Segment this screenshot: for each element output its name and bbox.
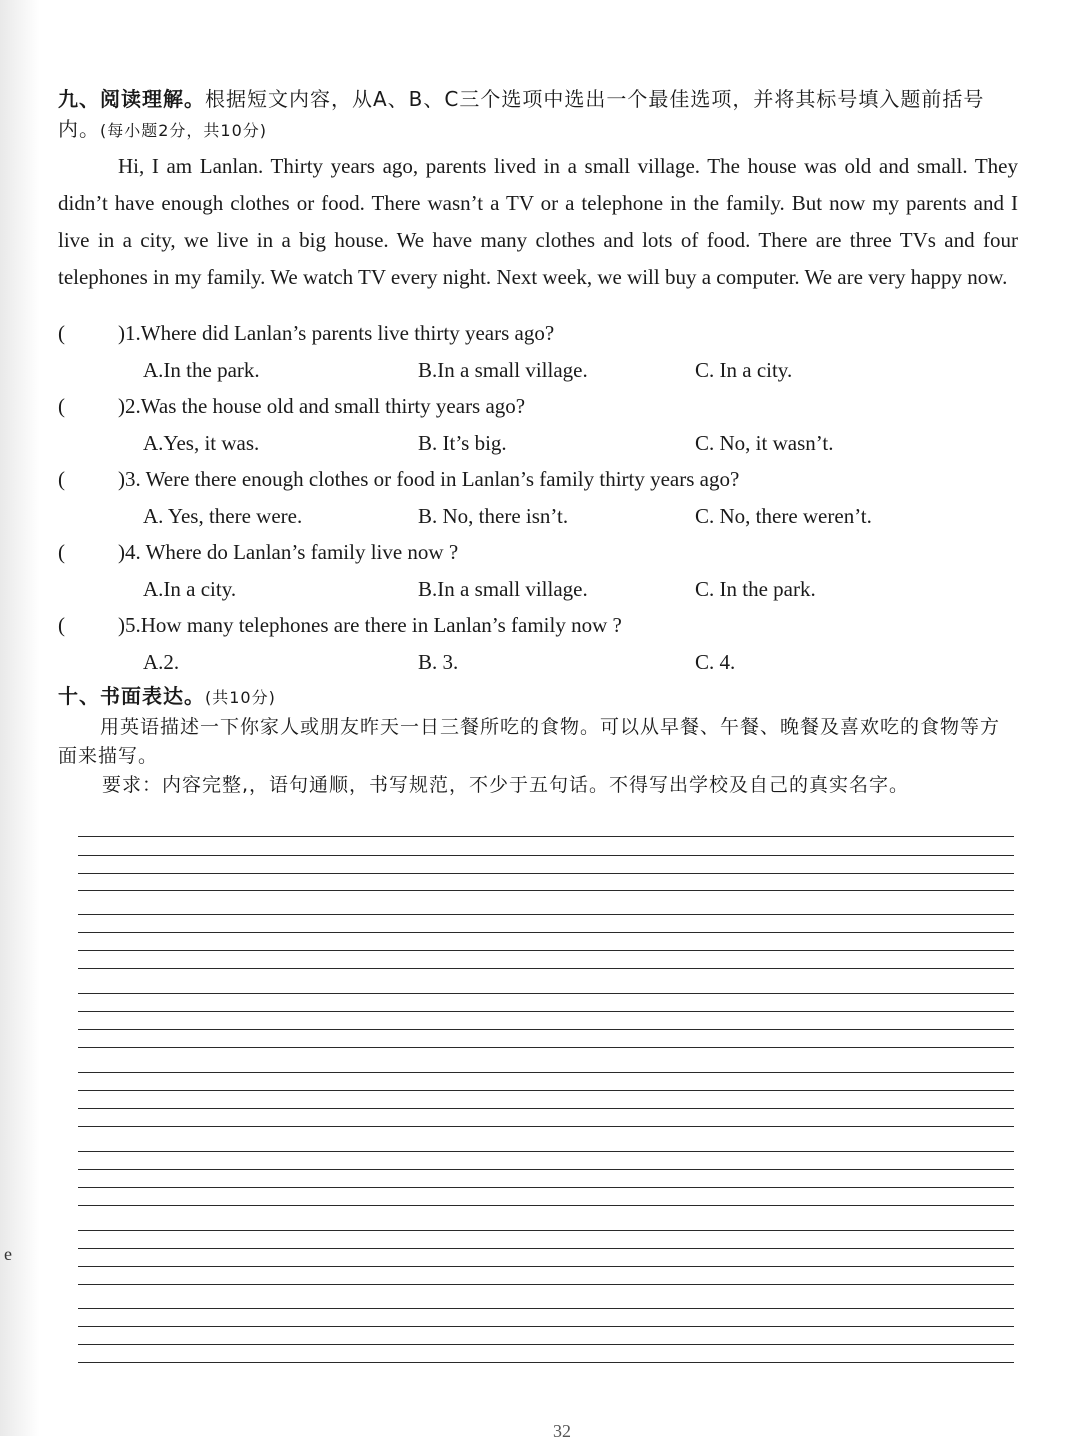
question-5-text: )5.How many telephones are there in Lanlan’s family now ?	[118, 613, 622, 637]
option-c: C. 4.	[695, 649, 736, 674]
question-2-options	[58, 425, 1018, 462]
question-4-text: )4. Where do Lanlan’s family live now ?	[118, 540, 459, 564]
section10-title: 十、书面表达。	[58, 684, 205, 708]
option-a: A.In the park.	[143, 357, 260, 382]
option-b: B. It’s big.	[418, 430, 507, 455]
writing-line	[78, 1072, 1014, 1073]
writing-line	[78, 873, 1014, 874]
question-4-options	[58, 571, 1018, 608]
question-1	[58, 315, 1018, 352]
writing-line	[78, 1266, 1014, 1267]
writing-line	[78, 1029, 1014, 1030]
writing-line	[78, 968, 1014, 969]
question-1-options	[58, 352, 1018, 389]
option-b: B. No, there isn’t.	[418, 503, 569, 528]
answer-paren-4[interactable]: (	[58, 540, 65, 564]
section9-heading	[58, 84, 1018, 146]
option-a: A.Yes, it was.	[143, 430, 260, 455]
question-2-text: )2.Was the house old and small thirty years ago?	[118, 394, 526, 418]
option-c: C. No, it wasn’t.	[695, 430, 834, 455]
option-c: C. In a city.	[695, 357, 793, 382]
page-number: 32	[553, 1421, 571, 1441]
writing-line	[78, 1362, 1014, 1363]
section10-heading	[58, 681, 1018, 713]
question-5	[58, 607, 1018, 644]
writing-line	[78, 1169, 1014, 1170]
question-3-options	[58, 498, 1018, 535]
section9-score-note: (每小题2分，共10分)	[100, 121, 268, 140]
reading-passage: Hi, I am Lanlan. Thirty years ago, parents lived in a small village. The house was old and small. They didn’t have enough clothes or food. There wasn’t a TV or a telephone in the family. But now my parents and I live in a city, we live in a big house. We have many clothes and lots of food. There are three TVs and four telephones in my family. We watch TV every night. Next week, we will buy a computer. We are very happy now.	[58, 154, 1018, 289]
writing-requirement: 要求：内容完整,，语句通顺，书写规范，不少于五句话。不得写出学校及自己的真实名字。	[102, 774, 910, 796]
option-b: B.In a small village.	[418, 576, 588, 601]
question-3	[58, 461, 1018, 498]
writing-line	[78, 1344, 1014, 1345]
writing-line	[78, 950, 1014, 951]
answer-paren-1[interactable]: (	[58, 321, 65, 345]
scan-edge-shadow	[0, 0, 40, 1436]
section9-instruction: 根据短文内容，从A、B、C三个选项中选出一个最佳选项，并将其标号填入题前括号内。	[58, 87, 985, 141]
question-3-text: )3. Were there enough clothes or food in Lanlan’s family thirty years ago?	[118, 467, 740, 491]
writing-line	[78, 855, 1014, 856]
writing-line	[78, 1326, 1014, 1327]
answer-paren-5[interactable]: (	[58, 613, 65, 637]
writing-line	[78, 1011, 1014, 1012]
writing-line	[78, 890, 1014, 891]
question-2	[58, 388, 1018, 425]
writing-line	[78, 1230, 1014, 1231]
question-5-options	[58, 644, 1018, 681]
writing-line	[78, 1126, 1014, 1127]
section10-score-note: (共10分)	[205, 688, 276, 707]
writing-line	[78, 836, 1014, 837]
writing-line	[78, 1151, 1014, 1152]
option-a: A. Yes, there were.	[143, 503, 303, 528]
writing-line	[78, 932, 1014, 933]
margin-mark: e	[4, 1244, 12, 1264]
section9-title: 九、阅读理解。	[58, 87, 205, 111]
question-list	[58, 315, 1018, 680]
question-4	[58, 534, 1018, 571]
writing-line	[78, 1248, 1014, 1249]
option-c: C. No, there weren’t.	[695, 503, 872, 528]
writing-prompt: 用英语描述一下你家人或朋友昨天一日三餐所吃的食物。可以从早餐、午餐、晚餐及喜欢吃的食物等方面来描写。	[58, 716, 1001, 767]
writing-line	[78, 1108, 1014, 1109]
option-a: A.2.	[143, 649, 180, 674]
answer-paren-3[interactable]: (	[58, 467, 65, 491]
writing-line	[78, 1090, 1014, 1091]
writing-line	[78, 1187, 1014, 1188]
option-c: C. In the park.	[695, 576, 816, 601]
writing-line	[78, 1284, 1014, 1285]
option-b: B. 3.	[418, 649, 459, 674]
option-b: B.In a small village.	[418, 357, 588, 382]
option-a: A.In a city.	[143, 576, 237, 601]
worksheet-page	[58, 84, 1018, 800]
writing-line	[78, 993, 1014, 994]
writing-line	[78, 1308, 1014, 1309]
question-1-text: )1.Where did Lanlan’s parents live thirty years ago?	[118, 321, 555, 345]
writing-line	[78, 914, 1014, 915]
writing-line	[78, 1047, 1014, 1048]
answer-paren-2[interactable]: (	[58, 394, 65, 418]
writing-line	[78, 1205, 1014, 1206]
